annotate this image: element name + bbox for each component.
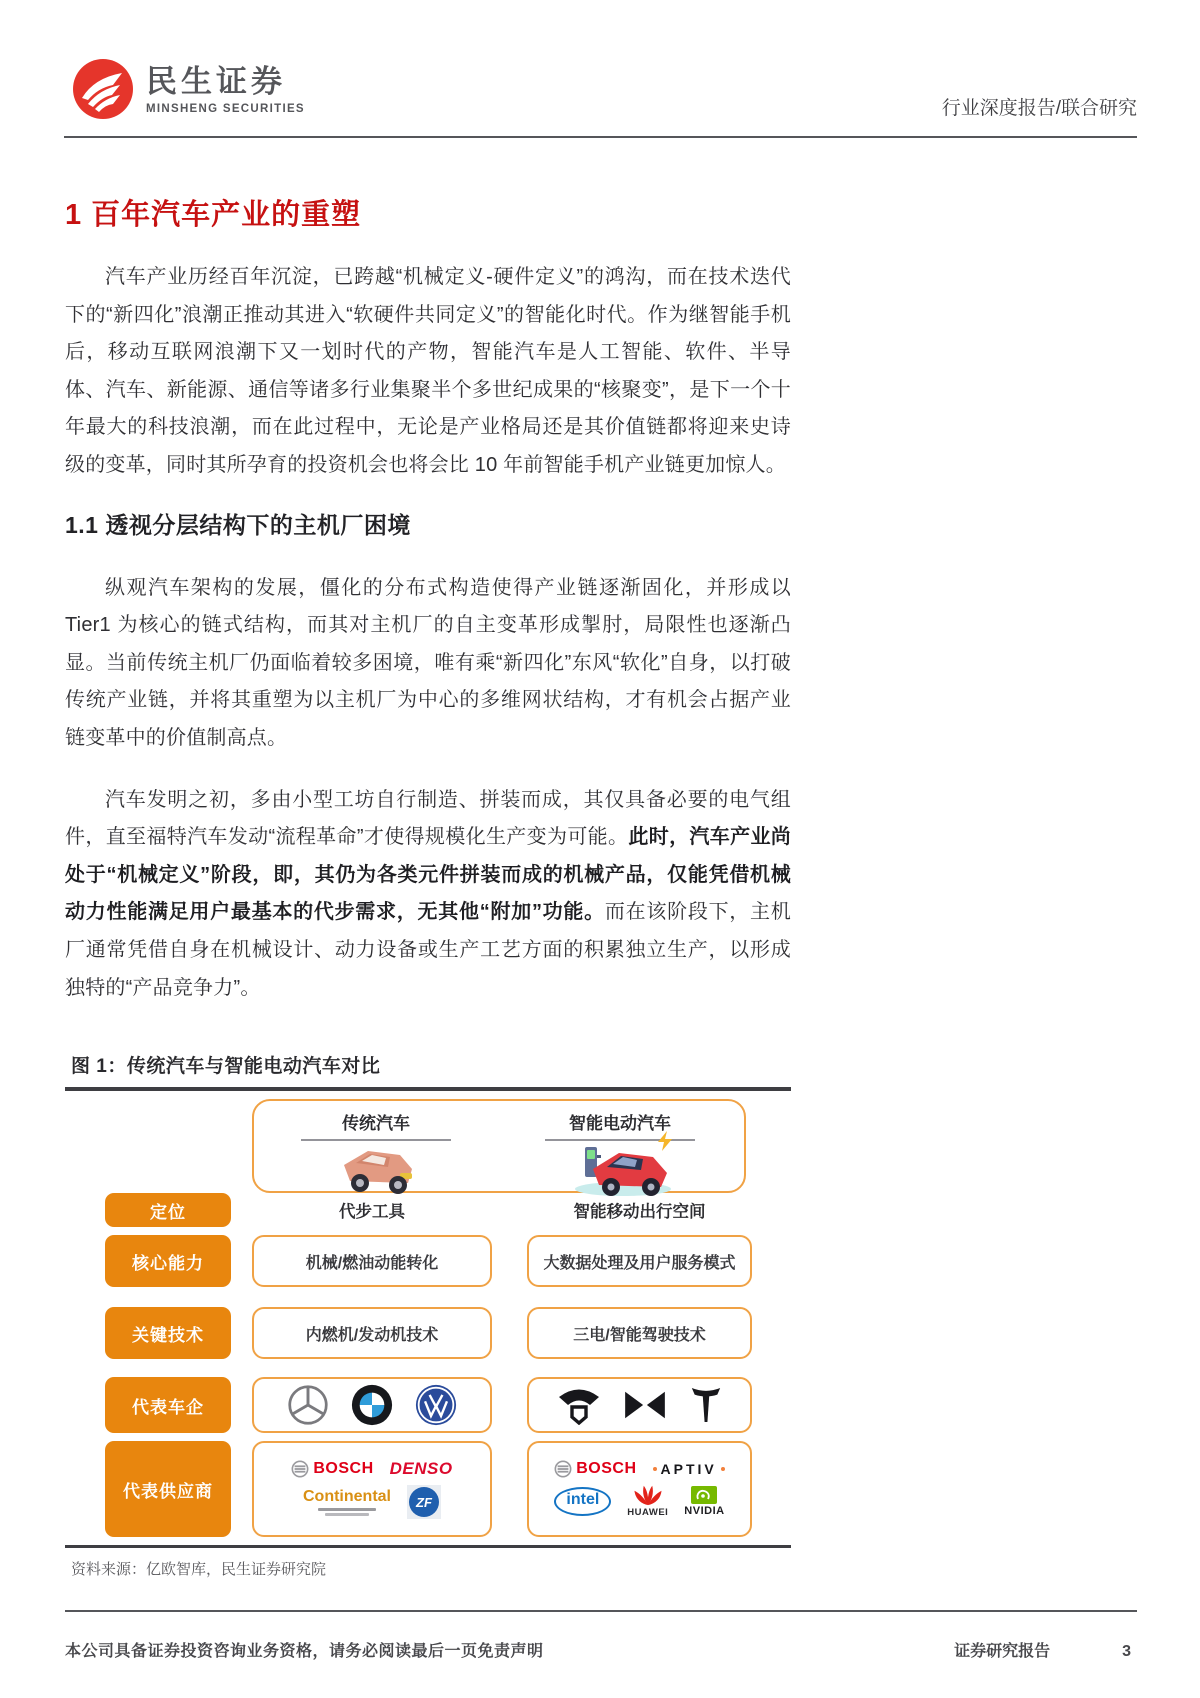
continental-tagline-bar-2 <box>325 1513 369 1516</box>
row-label-suppliers: 代表供应商 <box>105 1441 231 1537</box>
bosch-armature-icon <box>291 1460 309 1478</box>
tesla-logo <box>689 1385 723 1425</box>
continental-logo <box>303 1488 391 1516</box>
nvidia-eye-icon <box>691 1486 717 1504</box>
key-technology-traditional-box: 内燃机/发动机技术 <box>252 1307 492 1359</box>
traditional-supplier-row-1 <box>254 1459 490 1479</box>
aptiv-wordmark: APTIV <box>660 1461 717 1478</box>
bosch-armature-icon-2 <box>554 1460 572 1478</box>
bmw-logo <box>351 1384 393 1426</box>
row-label-positioning: 定位 <box>105 1193 231 1227</box>
bosch-wordmark-2: BOSCH <box>576 1460 637 1478</box>
paragraph-3-normal-2: 而在该阶段下，主机厂通常凭借自身在机械设计、动力设备或生产工艺方面的积累独立生产，以形成独特的“产品竞争力”。 <box>65 901 791 999</box>
positioning-traditional-value: 代步工具 <box>339 1203 405 1222</box>
nio-logo <box>557 1385 601 1425</box>
page-footer <box>65 1610 1137 1661</box>
figure-1-caption: 图 1：传统汽车与智能电动汽车对比 <box>71 1056 381 1078</box>
figure-1 <box>65 1051 791 1579</box>
section-heading-1-1: 1.1 透视分层结构下的主机厂困境 <box>65 511 411 538</box>
huawei-petals-icon <box>633 1484 663 1506</box>
denso-logo: DENSO <box>389 1459 453 1479</box>
minsheng-logo <box>72 58 305 125</box>
paragraph-3 <box>65 782 791 1008</box>
xpeng-logo <box>623 1388 667 1422</box>
nvidia-logo <box>684 1486 724 1517</box>
figure-bottom-rule <box>65 1545 791 1548</box>
bosch-logo <box>291 1460 373 1478</box>
smart-ev-illustration <box>510 1137 730 1197</box>
paragraph-1: 汽车产业历经百年沉淀，已跨越“机械定义-硬件定义”的鸿沟，而在技术迭代下的“新四化”浪潮正推动其进入“软硬件共同定义”的智能化时代。作为继智能手机后，移动互联网浪潮下又一划时代的产物，智能汽车是人工智能、软件、半导体、汽车、新能源、通信等诸多行业集聚半个多世纪成果的“核聚变”，是下一个十年最大的科技浪潮，而在此过程中，无论是产业格局还是其价值链都将迎来史诗级的变革，同时其所孕育的投资机会也将会比 10 年前智能手机产业链更加惊人。 <box>65 266 791 476</box>
aptiv-dot-right <box>721 1467 725 1471</box>
traditional-carmaker-logos <box>287 1384 457 1426</box>
aptiv-dot-left <box>653 1467 657 1471</box>
traditional-supplier-row-2 <box>254 1485 490 1519</box>
figure-1-graphic <box>65 1091 791 1537</box>
paragraph-3-normal-1: 汽车发明之初，多由小型工坊自行制造、拼装而成，其仅具备必要的电气组件，直至福特汽车发动“流程革命”才使得规模化生产变为可能。 <box>65 788 791 849</box>
smart-supplier-logos <box>529 1443 750 1535</box>
suppliers-smart-box <box>527 1441 752 1537</box>
carmakers-smart-box <box>527 1377 752 1433</box>
aptiv-logo <box>653 1461 725 1477</box>
paragraph-2: 纵观汽车架构的发展，僵化的分布式构造使得产业链逐渐固化，并形成以 Tier1 为核心的链式结构，而其对主机厂的自主变革形成掣肘，局限性也逐渐凸显。当前传统主机厂仍面临着较多困境，唯有乘“新四化”东风“软化”自身，以打破传统产业链，并将其重塑为以主机厂为中心的多维网状结构，才有机会占据产业链变革中的价值制高点。 <box>65 576 791 749</box>
minsheng-logo-icon <box>72 58 134 125</box>
mercedes-benz-logo <box>287 1384 329 1426</box>
page-header <box>64 50 1137 138</box>
row-label-carmakers: 代表车企 <box>105 1377 231 1433</box>
positioning-smart-value: 智能移动出行空间 <box>573 1203 706 1222</box>
continental-wordmark: Continental <box>303 1488 391 1506</box>
key-technology-smart-box: 三电/智能驾驶技术 <box>527 1307 752 1359</box>
huawei-logo <box>627 1484 668 1518</box>
main-column <box>65 140 791 1579</box>
huawei-wordmark: HUAWEI <box>627 1507 669 1519</box>
smart-supplier-row-2 <box>529 1484 750 1518</box>
zf-wordmark: ZF <box>409 1487 439 1517</box>
row-label-core-ability: 核心能力 <box>105 1235 231 1287</box>
traditional-car-illustration <box>266 1137 486 1197</box>
traditional-car-column-header <box>266 1109 486 1197</box>
carmakers-traditional-box <box>252 1377 492 1433</box>
bosch-wordmark: BOSCH <box>313 1460 374 1478</box>
core-ability-traditional-box: 机械/燃油动能转化 <box>252 1235 492 1287</box>
zf-logo <box>407 1485 441 1519</box>
row-label-key-technology: 关键技术 <box>105 1307 231 1359</box>
volkswagen-logo <box>415 1384 457 1426</box>
smart-ev-column-header <box>510 1109 730 1197</box>
nvidia-wordmark: NVIDIA <box>684 1504 725 1517</box>
smart-ev-icon <box>555 1139 685 1197</box>
intel-logo: intel <box>554 1487 611 1516</box>
traditional-car-icon <box>316 1139 436 1197</box>
smart-ev-title: 智能电动汽车 <box>569 1114 671 1134</box>
logo-cn-text: 民生证券 <box>146 64 286 99</box>
footer-report-type: 证券研究报告 <box>954 1643 1051 1660</box>
traditional-car-title: 传统汽车 <box>342 1114 410 1134</box>
minsheng-logo-text <box>146 58 305 115</box>
bosch-logo-2 <box>554 1460 636 1478</box>
footer-disclaimer: 本公司具备证券投资咨询业务资格，请务必阅读最后一页免责声明 <box>65 1643 544 1660</box>
smart-carmaker-logos <box>557 1385 723 1425</box>
section-heading-1: 1 百年汽车产业的重塑 <box>65 199 362 231</box>
continental-tagline-bar <box>318 1508 376 1511</box>
smart-supplier-row-1 <box>529 1460 750 1478</box>
footer-page-number: 3 <box>1122 1643 1131 1660</box>
paragraph-3-bold: 此时，汽车产业尚处于“机械定义”阶段，即，其仍为各类元件拼装而成的机械产品，仅能凭借机械动力性能满足用户最基本的代步需求，无其他“附加”功能。 <box>65 826 791 924</box>
report-type-label: 行业深度报告/联合研究 <box>941 98 1137 119</box>
suppliers-traditional-box <box>252 1441 492 1537</box>
logo-en-text: MINSHENG SECURITIES <box>146 102 305 115</box>
core-ability-smart-box: 大数据处理及用户服务模式 <box>527 1235 752 1287</box>
traditional-supplier-logos <box>254 1443 490 1535</box>
figure-source-note: 资料来源：亿欧智库，民生证券研究院 <box>71 1561 327 1579</box>
comparison-header-box <box>252 1099 746 1193</box>
